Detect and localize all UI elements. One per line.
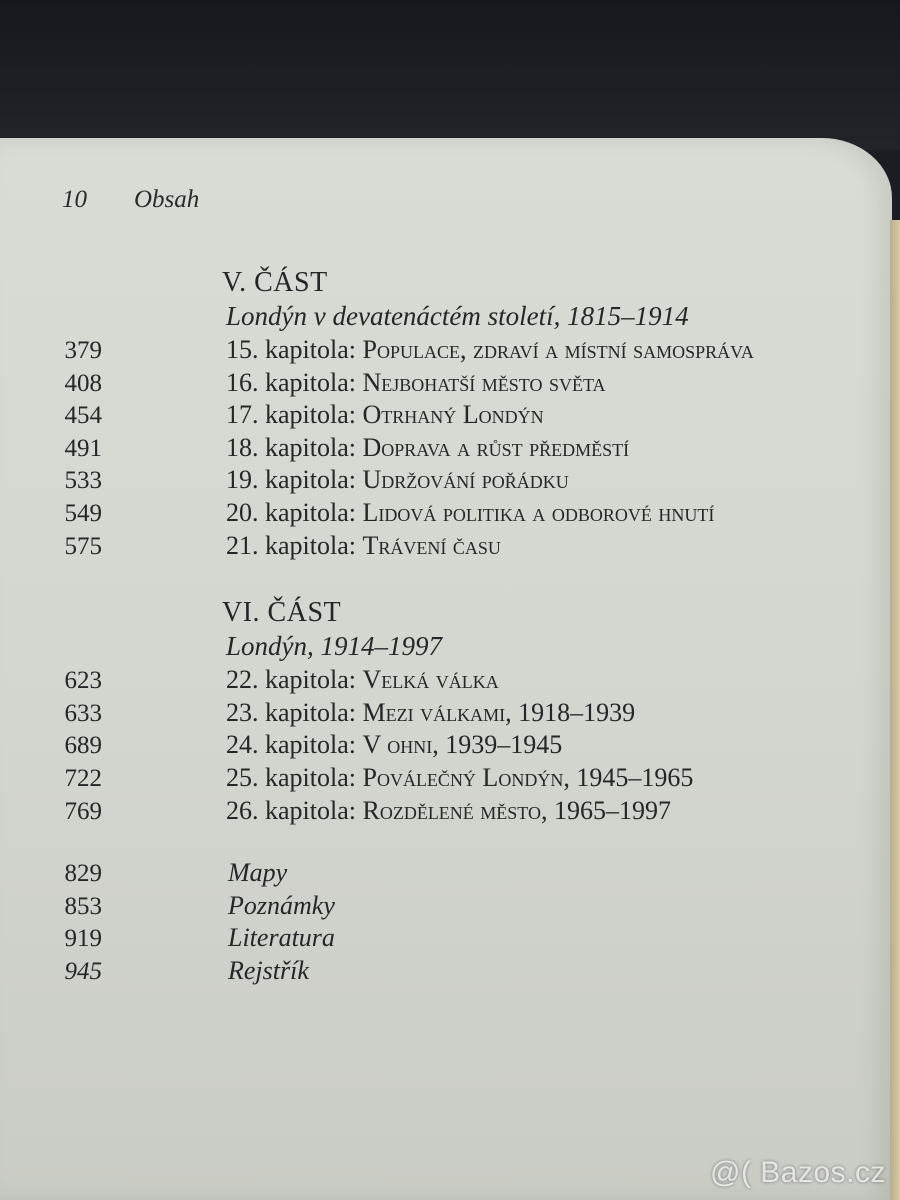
back-matter-entry xyxy=(0,922,892,955)
chapter-title: V ohni, 1939–1945 xyxy=(362,730,563,760)
chapter-title: Trávení času xyxy=(362,530,501,560)
chapter-title: Populace, zdraví a místní samospráva xyxy=(362,335,754,364)
back-matter-title: Poznámky xyxy=(228,890,335,920)
back-matter-entry xyxy=(0,857,892,890)
section-spacer xyxy=(0,827,892,857)
chapter-label: 15. kapitola: xyxy=(226,335,356,364)
chapter-label: 17. kapitola: xyxy=(226,400,356,430)
entry-page-number: 491 xyxy=(64,434,102,462)
entry-page-number: 689 xyxy=(64,732,102,760)
toc-entry xyxy=(0,795,892,828)
chapter-title: Udržování pořádku xyxy=(362,465,569,495)
entry-page-number: 408 xyxy=(64,369,102,397)
entry-page-number: 549 xyxy=(64,499,102,527)
toc-entry xyxy=(0,367,892,400)
toc-entry xyxy=(0,334,892,367)
toc-entry xyxy=(0,497,892,530)
entry-page-number: 722 xyxy=(64,764,102,792)
chapter-label: 25. kapitola: xyxy=(226,762,356,792)
part-title: V. ČÁST xyxy=(222,267,328,298)
chapter-title: Poválečný Londýn, 1945–1965 xyxy=(362,762,694,792)
part-section xyxy=(0,266,892,562)
section-spacer xyxy=(0,562,892,596)
chapter-title: Rozdělené město, 1965–1997 xyxy=(362,795,671,825)
entry-page-number: 853 xyxy=(64,892,102,920)
chapter-label: 19. kapitola: xyxy=(226,465,356,495)
back-matter-entry xyxy=(0,890,892,923)
back-matter-title: Mapy xyxy=(228,858,288,888)
table-of-contents xyxy=(0,266,892,988)
part-section xyxy=(0,596,892,827)
toc-entry xyxy=(0,664,892,697)
toc-entry xyxy=(0,432,892,465)
chapter-title: Velká válka xyxy=(362,665,499,695)
chapter-label: 18. kapitola: xyxy=(226,432,356,462)
chapter-label: 22. kapitola: xyxy=(226,665,356,695)
chapter-label: 26. kapitola: xyxy=(226,795,356,825)
back-matter-title: Rejstřík xyxy=(228,955,309,985)
running-head xyxy=(62,186,199,214)
chapter-title: Lidová politika a odborové hnutí xyxy=(362,497,715,527)
header-title: Obsah xyxy=(134,186,200,213)
background-surface xyxy=(0,0,900,150)
entry-page-number: 633 xyxy=(64,699,102,727)
back-matter xyxy=(0,857,892,987)
toc-entry xyxy=(0,762,892,795)
entry-page-number: 829 xyxy=(64,860,102,888)
back-matter-entry xyxy=(0,955,892,988)
entry-page-number: 769 xyxy=(64,797,102,825)
chapter-title: Mezi válkami, 1918–1939 xyxy=(362,697,636,727)
toc-entry xyxy=(0,729,892,762)
chapter-label: 23. kapitola: xyxy=(226,697,356,727)
entry-page-number: 533 xyxy=(64,467,102,495)
chapter-title: Nejbohatší město světa xyxy=(362,367,606,397)
part-title: VI. ČÁST xyxy=(222,597,342,629)
chapter-title: Doprava a růst předměstí xyxy=(362,432,630,462)
back-matter-title: Literatura xyxy=(228,923,335,953)
entry-page-number: 945 xyxy=(64,957,102,985)
chapter-label: 20. kapitola: xyxy=(226,497,356,527)
toc-entry xyxy=(0,697,892,730)
entry-page-number: 623 xyxy=(64,667,102,695)
chapter-label: 16. kapitola: xyxy=(226,367,356,397)
watermark: @( Bazos.cz xyxy=(710,1156,886,1189)
header-page-number: 10 xyxy=(62,186,87,213)
toc-entry xyxy=(0,464,892,497)
part-subtitle: Londýn v devatenáctém století, 1815–1914 xyxy=(226,301,689,331)
chapter-label: 21. kapitola: xyxy=(226,530,356,560)
entry-page-number: 575 xyxy=(64,532,102,560)
toc-entry xyxy=(0,530,892,563)
chapter-title: Otrhaný Londýn xyxy=(362,400,544,430)
chapter-label: 24. kapitola: xyxy=(226,730,356,760)
part-subtitle: Londýn, 1914–1997 xyxy=(226,631,442,662)
toc-entry xyxy=(0,399,892,432)
entry-page-number: 379 xyxy=(64,337,102,364)
entry-page-number: 919 xyxy=(64,925,102,953)
entry-page-number: 454 xyxy=(64,402,102,430)
